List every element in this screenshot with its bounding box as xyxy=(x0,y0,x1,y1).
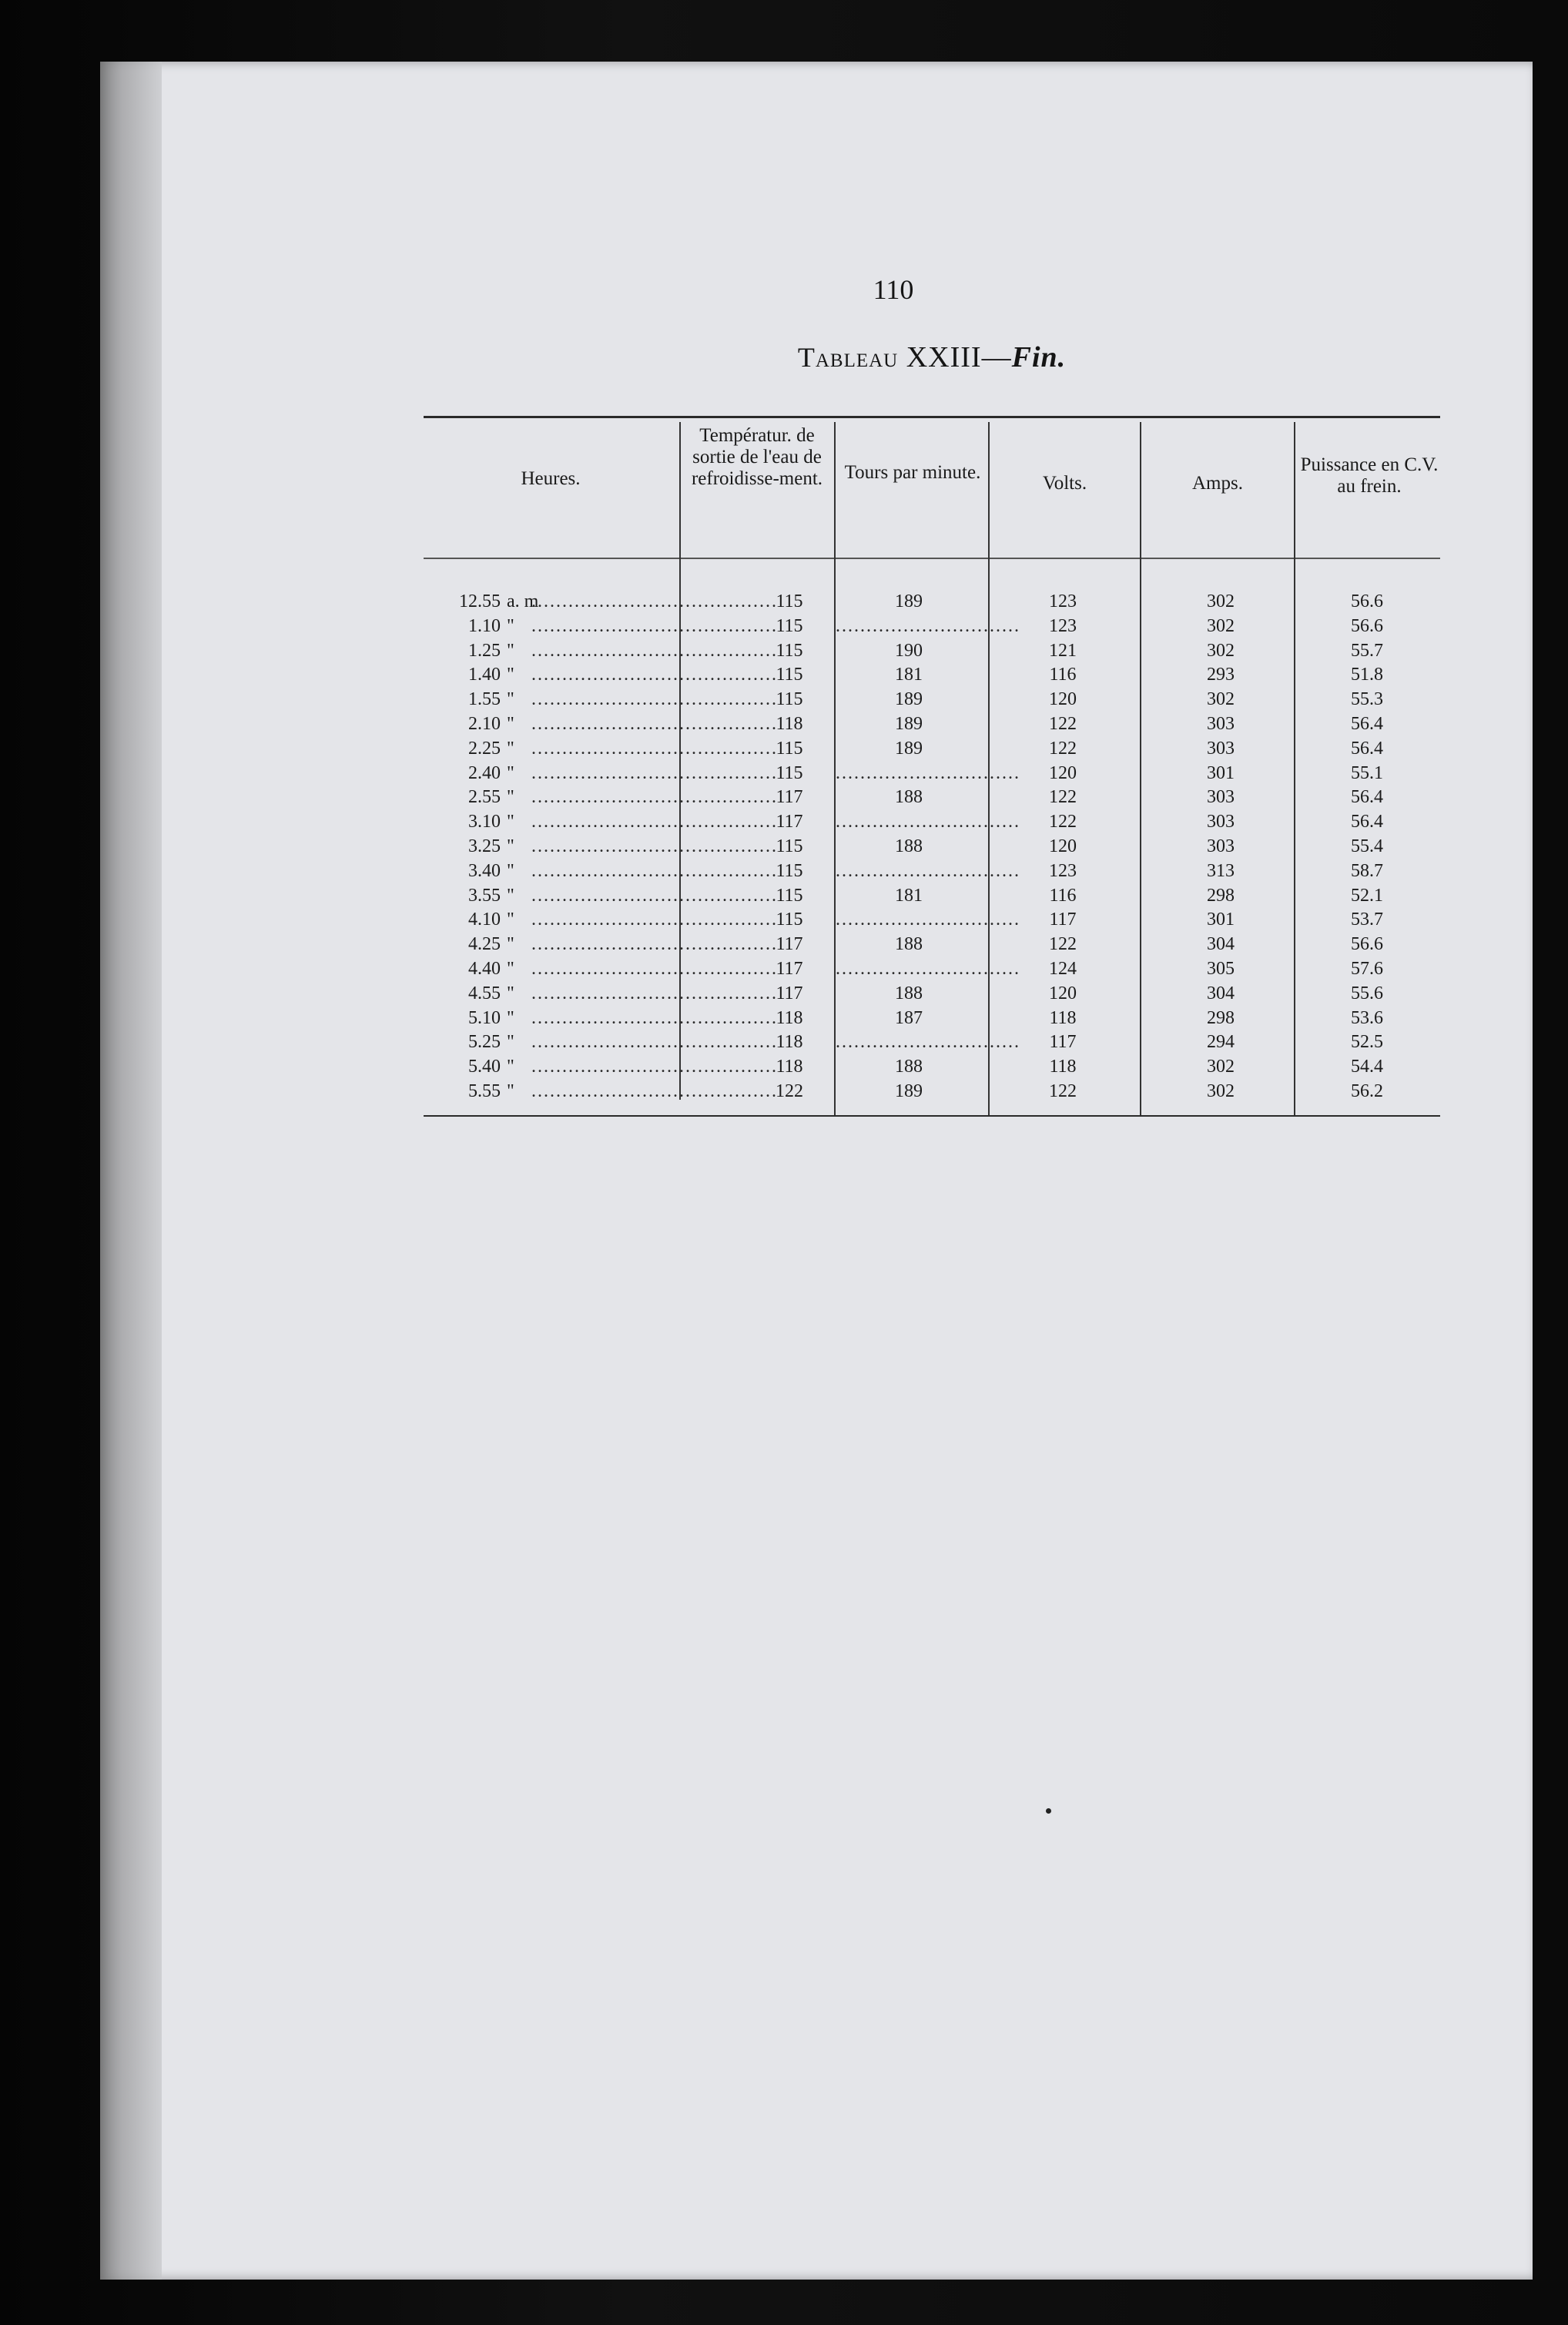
heure-cell: 4.25 xyxy=(468,934,501,955)
dot-leader: ........................................ xyxy=(531,762,778,783)
temperature-cell: 115 xyxy=(776,640,803,661)
table-row xyxy=(416,933,1440,957)
puissance-cell: 55.7 xyxy=(1351,640,1383,661)
dot-leader: .............................. xyxy=(836,860,1020,881)
puissance-cell: 52.1 xyxy=(1351,885,1383,906)
tours-cell: 189 xyxy=(895,1080,923,1101)
tours-cell: 189 xyxy=(895,713,923,734)
temperature-cell: 115 xyxy=(776,591,803,611)
time-mark-cell: " xyxy=(507,958,514,979)
puissance-cell: 56.4 xyxy=(1351,787,1383,808)
column-header-puissance: Puissance en C.V. au frein. xyxy=(1300,454,1439,497)
time-mark-cell: " xyxy=(507,787,514,808)
volts-cell: 122 xyxy=(1049,713,1077,734)
puissance-cell: 55.4 xyxy=(1351,836,1383,856)
heure-cell: 1.10 xyxy=(468,615,501,636)
volts-cell: 123 xyxy=(1049,860,1077,881)
puissance-cell: 55.1 xyxy=(1351,762,1383,783)
tours-cell: 188 xyxy=(895,934,923,955)
temperature-cell: 122 xyxy=(776,1080,803,1101)
dot-leader: ........................................ xyxy=(531,910,778,930)
temperature-cell: 115 xyxy=(776,689,803,710)
time-mark-cell: " xyxy=(507,885,514,906)
table-row xyxy=(416,786,1440,810)
temperature-cell: 117 xyxy=(776,812,803,833)
temperature-cell: 115 xyxy=(776,885,803,906)
volts-cell: 122 xyxy=(1049,812,1077,833)
volts-cell: 122 xyxy=(1049,787,1077,808)
heure-cell: 3.55 xyxy=(468,885,501,906)
dot-leader: ........................................ xyxy=(531,983,778,1003)
dot-leader: ........................................ xyxy=(531,615,778,636)
time-mark-cell: " xyxy=(507,860,514,881)
temperature-cell: 117 xyxy=(776,787,803,808)
time-mark-cell: " xyxy=(507,640,514,661)
amps-cell: 304 xyxy=(1207,934,1235,955)
temperature-cell: 117 xyxy=(776,958,803,979)
tours-cell: 181 xyxy=(895,885,923,906)
book-page xyxy=(100,62,1533,2280)
table-title xyxy=(662,340,1201,374)
table-row xyxy=(416,1080,1440,1104)
dot-leader: .............................. xyxy=(836,958,1020,979)
page-number: 110 xyxy=(873,274,914,305)
table-bottom-rule xyxy=(424,1115,1440,1117)
dot-leader: ........................................ xyxy=(531,738,778,759)
dot-leader: ........................................ xyxy=(531,958,778,979)
volts-cell: 123 xyxy=(1049,615,1077,636)
heure-cell: 4.40 xyxy=(468,958,501,979)
amps-cell: 303 xyxy=(1207,713,1235,734)
time-mark-cell: " xyxy=(507,812,514,833)
table-row xyxy=(416,663,1440,688)
amps-cell: 301 xyxy=(1207,910,1235,930)
puissance-cell: 56.6 xyxy=(1351,615,1383,636)
heure-cell: 2.40 xyxy=(468,762,501,783)
table-row xyxy=(416,884,1440,909)
time-mark-cell: " xyxy=(507,910,514,930)
tours-cell: 189 xyxy=(895,591,923,611)
dot-leader: ........................................ xyxy=(531,1057,778,1077)
volts-cell: 120 xyxy=(1049,983,1077,1003)
puissance-cell: 56.4 xyxy=(1351,812,1383,833)
amps-cell: 302 xyxy=(1207,640,1235,661)
temperature-cell: 115 xyxy=(776,762,803,783)
table-row xyxy=(416,908,1440,933)
table-top-rule xyxy=(424,416,1440,418)
amps-cell: 302 xyxy=(1207,1080,1235,1101)
heure-cell: 1.55 xyxy=(468,689,501,710)
tours-cell: 181 xyxy=(895,665,923,685)
volts-cell: 121 xyxy=(1049,640,1077,661)
time-mark-cell: " xyxy=(507,689,514,710)
time-mark-cell: " xyxy=(507,836,514,856)
heure-cell: 5.55 xyxy=(468,1080,501,1101)
dot-leader: .............................. xyxy=(836,910,1020,930)
volts-cell: 122 xyxy=(1049,738,1077,759)
temperature-cell: 115 xyxy=(776,860,803,881)
puissance-cell: 56.4 xyxy=(1351,713,1383,734)
column-header-tours: Tours par minute. xyxy=(844,462,981,483)
tours-cell: 188 xyxy=(895,787,923,808)
volts-cell: 118 xyxy=(1049,1057,1077,1077)
heure-cell: 12.55 xyxy=(459,591,501,611)
temperature-cell: 118 xyxy=(776,1007,803,1028)
table-title-prefix: Tableau xyxy=(797,342,899,373)
ink-speck xyxy=(1046,1808,1051,1814)
puissance-cell: 51.8 xyxy=(1351,665,1383,685)
puissance-cell: 53.7 xyxy=(1351,910,1383,930)
table-row xyxy=(416,810,1440,835)
heure-cell: 2.25 xyxy=(468,738,501,759)
header-bottom-rule xyxy=(424,558,1440,559)
dot-leader: ........................................ xyxy=(531,1007,778,1028)
time-mark-cell: a. m xyxy=(507,591,539,611)
dot-leader: ........................................ xyxy=(531,591,778,611)
table-row xyxy=(416,859,1440,884)
amps-cell: 301 xyxy=(1207,762,1235,783)
amps-cell: 302 xyxy=(1207,615,1235,636)
time-mark-cell: " xyxy=(507,1057,514,1077)
dot-leader: ........................................ xyxy=(531,640,778,661)
temperature-cell: 115 xyxy=(776,836,803,856)
puissance-cell: 56.6 xyxy=(1351,934,1383,955)
dot-leader: .............................. xyxy=(836,812,1020,833)
puissance-cell: 58.7 xyxy=(1351,860,1383,881)
volts-cell: 122 xyxy=(1049,1080,1077,1101)
table-row xyxy=(416,712,1440,737)
heure-cell: 2.10 xyxy=(468,713,501,734)
puissance-cell: 56.6 xyxy=(1351,591,1383,611)
dot-leader: ........................................ xyxy=(531,665,778,685)
dot-leader: ........................................ xyxy=(531,713,778,734)
time-mark-cell: " xyxy=(507,983,514,1003)
dot-leader: ........................................ xyxy=(531,860,778,881)
table-row xyxy=(416,737,1440,762)
heure-cell: 4.10 xyxy=(468,910,501,930)
temperature-cell: 115 xyxy=(776,665,803,685)
dot-leader: ........................................ xyxy=(531,934,778,955)
amps-cell: 303 xyxy=(1207,836,1235,856)
table-title-number: XXIII— xyxy=(898,341,1012,374)
time-mark-cell: " xyxy=(507,713,514,734)
amps-cell: 303 xyxy=(1207,738,1235,759)
table-body xyxy=(416,590,1440,1104)
amps-cell: 302 xyxy=(1207,689,1235,710)
volts-cell: 120 xyxy=(1049,836,1077,856)
dot-leader: .............................. xyxy=(836,1032,1020,1053)
dot-leader: ........................................ xyxy=(531,812,778,833)
table-row xyxy=(416,615,1440,639)
heure-cell: 5.40 xyxy=(468,1057,501,1077)
volts-cell: 118 xyxy=(1049,1007,1077,1028)
tours-cell: 189 xyxy=(895,738,923,759)
heure-cell: 5.10 xyxy=(468,1007,501,1028)
heure-cell: 2.55 xyxy=(468,787,501,808)
puissance-cell: 55.6 xyxy=(1351,983,1383,1003)
time-mark-cell: " xyxy=(507,762,514,783)
heure-cell: 4.55 xyxy=(468,983,501,1003)
volts-cell: 117 xyxy=(1049,1032,1077,1053)
amps-cell: 298 xyxy=(1207,885,1235,906)
column-header-heures: Heures. xyxy=(521,468,581,489)
volts-cell: 120 xyxy=(1049,762,1077,783)
volts-cell: 116 xyxy=(1049,665,1077,685)
time-mark-cell: " xyxy=(507,1080,514,1101)
tours-cell: 188 xyxy=(895,1057,923,1077)
column-header-volts: Volts. xyxy=(1042,473,1087,494)
table-row xyxy=(416,1007,1440,1031)
puissance-cell: 52.5 xyxy=(1351,1032,1383,1053)
heure-cell: 1.25 xyxy=(468,640,501,661)
table-row xyxy=(416,835,1440,859)
tours-cell: 188 xyxy=(895,983,923,1003)
temperature-cell: 117 xyxy=(776,983,803,1003)
volts-cell: 120 xyxy=(1049,689,1077,710)
time-mark-cell: " xyxy=(507,665,514,685)
time-mark-cell: " xyxy=(507,738,514,759)
temperature-cell: 118 xyxy=(776,713,803,734)
puissance-cell: 56.2 xyxy=(1351,1080,1383,1101)
tours-cell: 187 xyxy=(895,1007,923,1028)
amps-cell: 303 xyxy=(1207,787,1235,808)
time-mark-cell: " xyxy=(507,1007,514,1028)
temperature-cell: 115 xyxy=(776,910,803,930)
amps-cell: 303 xyxy=(1207,812,1235,833)
time-mark-cell: " xyxy=(507,1032,514,1053)
table-title-suffix: Fin. xyxy=(1011,341,1067,374)
time-mark-cell: " xyxy=(507,934,514,955)
column-header-amps: Amps. xyxy=(1192,473,1243,494)
amps-cell: 304 xyxy=(1207,983,1235,1003)
amps-cell: 293 xyxy=(1207,665,1235,685)
table-row xyxy=(416,1030,1440,1055)
temperature-cell: 118 xyxy=(776,1057,803,1077)
heure-cell: 3.10 xyxy=(468,812,501,833)
puissance-cell: 53.6 xyxy=(1351,1007,1383,1028)
temperature-cell: 115 xyxy=(776,738,803,759)
dot-leader: ........................................ xyxy=(531,689,778,710)
time-mark-cell: " xyxy=(507,615,514,636)
tours-cell: 188 xyxy=(895,836,923,856)
table-row xyxy=(416,762,1440,786)
amps-cell: 313 xyxy=(1207,860,1235,881)
temperature-cell: 117 xyxy=(776,934,803,955)
volts-cell: 117 xyxy=(1049,910,1077,930)
heure-cell: 1.40 xyxy=(468,665,501,685)
column-header-temperature: Températur. de sortie de l'eau de refroidisse-ment. xyxy=(691,425,823,489)
puissance-cell: 56.4 xyxy=(1351,738,1383,759)
amps-cell: 302 xyxy=(1207,591,1235,611)
puissance-cell: 54.4 xyxy=(1351,1057,1383,1077)
amps-cell: 302 xyxy=(1207,1057,1235,1077)
table-row xyxy=(416,1055,1440,1080)
page-binding-edge xyxy=(100,62,162,2280)
dot-leader: .............................. xyxy=(836,615,1020,636)
tours-cell: 190 xyxy=(895,640,923,661)
table-row xyxy=(416,982,1440,1007)
heure-cell: 3.25 xyxy=(468,836,501,856)
amps-cell: 294 xyxy=(1207,1032,1235,1053)
table-row xyxy=(416,639,1440,664)
table-row xyxy=(416,688,1440,712)
dot-leader: .............................. xyxy=(836,762,1020,783)
amps-cell: 298 xyxy=(1207,1007,1235,1028)
temperature-cell: 115 xyxy=(776,615,803,636)
puissance-cell: 57.6 xyxy=(1351,958,1383,979)
tours-cell: 189 xyxy=(895,689,923,710)
dot-leader: ........................................ xyxy=(531,885,778,906)
volts-cell: 123 xyxy=(1049,591,1077,611)
table-row xyxy=(416,957,1440,982)
amps-cell: 305 xyxy=(1207,958,1235,979)
dot-leader: ........................................ xyxy=(531,1032,778,1053)
dot-leader: ........................................ xyxy=(531,836,778,856)
volts-cell: 116 xyxy=(1049,885,1077,906)
table-row xyxy=(416,590,1440,615)
puissance-cell: 55.3 xyxy=(1351,689,1383,710)
temperature-cell: 118 xyxy=(776,1032,803,1053)
volts-cell: 124 xyxy=(1049,958,1077,979)
volts-cell: 122 xyxy=(1049,934,1077,955)
heure-cell: 5.25 xyxy=(468,1032,501,1053)
dot-leader: ........................................ xyxy=(531,787,778,808)
dot-leader: ........................................ xyxy=(531,1080,778,1101)
heure-cell: 3.40 xyxy=(468,860,501,881)
